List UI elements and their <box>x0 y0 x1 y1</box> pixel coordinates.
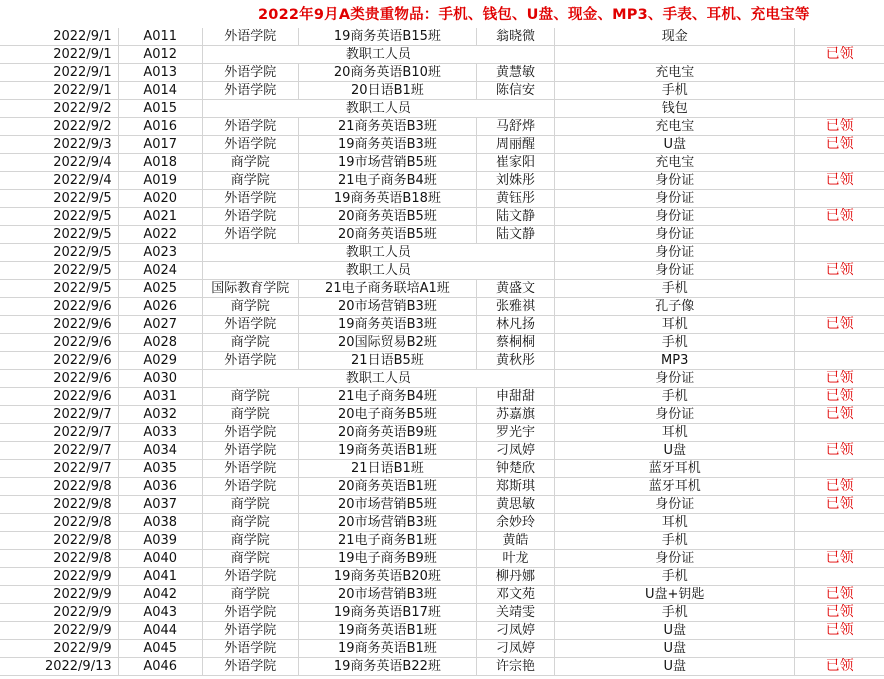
cell-school[interactable]: 商学院 <box>202 298 298 316</box>
cell-item[interactable]: 身份证 <box>555 208 795 226</box>
cell-name[interactable]: 黄钰彤 <box>477 190 555 208</box>
cell-school[interactable]: 外语学院 <box>202 190 298 208</box>
cell-class[interactable]: 教职工人员 <box>202 100 554 118</box>
table-row <box>0 226 884 244</box>
cell-school[interactable]: 商学院 <box>202 388 298 406</box>
cell-name[interactable]: 罗光宇 <box>477 424 555 442</box>
cell-class[interactable]: 20市场营销B5班 <box>298 496 476 514</box>
cell-class[interactable]: 19电子商务B9班 <box>298 550 476 568</box>
table-row <box>0 136 884 154</box>
cell-status[interactable]: 已领 <box>795 118 884 136</box>
cell-id[interactable]: A012 <box>118 46 202 64</box>
cell-status[interactable]: 已领 <box>795 172 884 190</box>
cell-date[interactable]: 2022/9/2 <box>0 118 118 136</box>
cell-status[interactable]: 已领 <box>795 478 884 496</box>
cell-school[interactable]: 商学院 <box>202 586 298 604</box>
cell-date[interactable]: 2022/9/7 <box>0 406 118 424</box>
cell-name[interactable]: 刁凤婷 <box>477 640 555 658</box>
cell-name[interactable]: 马舒烨 <box>477 118 555 136</box>
cell-id[interactable]: A028 <box>118 334 202 352</box>
table-row <box>0 46 884 64</box>
cell-date[interactable]: 2022/9/6 <box>0 352 118 370</box>
cell-school[interactable]: 商学院 <box>202 514 298 532</box>
cell-item[interactable]: 手机 <box>555 334 795 352</box>
cell-name[interactable]: 刁凤婷 <box>477 622 555 640</box>
cell-id[interactable]: A013 <box>118 64 202 82</box>
cell-class[interactable]: 21日语B5班 <box>298 352 476 370</box>
table-row <box>0 28 884 46</box>
cell-date[interactable]: 2022/9/6 <box>0 334 118 352</box>
cell-item[interactable]: U盘 <box>555 658 795 676</box>
cell-school[interactable]: 外语学院 <box>202 28 298 46</box>
cell-class[interactable]: 21商务英语B3班 <box>298 118 476 136</box>
cell-class[interactable]: 21电子商务B1班 <box>298 532 476 550</box>
cell-date[interactable]: 2022/9/1 <box>0 28 118 46</box>
cell-status[interactable]: 已领 <box>795 136 884 154</box>
cell-class[interactable]: 20商务英语B1班 <box>298 478 476 496</box>
cell-id[interactable]: A033 <box>118 424 202 442</box>
cell-id[interactable]: A026 <box>118 298 202 316</box>
cell-status[interactable] <box>795 280 884 298</box>
cell-item[interactable]: 充电宝 <box>555 64 795 82</box>
cell-school[interactable]: 外语学院 <box>202 352 298 370</box>
cell-item[interactable]: 耳机 <box>555 424 795 442</box>
cell-name[interactable]: 钟楚欣 <box>477 460 555 478</box>
cell-class[interactable]: 教职工人员 <box>202 370 554 388</box>
cell-date[interactable]: 2022/9/8 <box>0 532 118 550</box>
cell-id[interactable]: A039 <box>118 532 202 550</box>
table-row <box>0 406 884 424</box>
cell-class[interactable]: 教职工人员 <box>202 244 554 262</box>
table-row <box>0 244 884 262</box>
cell-date[interactable]: 2022/9/9 <box>0 604 118 622</box>
cell-name[interactable]: 刁凤婷 <box>477 442 555 460</box>
cell-school[interactable]: 商学院 <box>202 334 298 352</box>
cell-name[interactable]: 翁晓微 <box>477 28 555 46</box>
table-row <box>0 388 884 406</box>
cell-date[interactable]: 2022/9/8 <box>0 514 118 532</box>
cell-item[interactable]: 蓝牙耳机 <box>555 460 795 478</box>
cell-item[interactable]: 手机 <box>555 280 795 298</box>
cell-class[interactable]: 20市场营销B3班 <box>298 586 476 604</box>
cell-id[interactable]: A024 <box>118 262 202 280</box>
cell-status[interactable] <box>795 352 884 370</box>
cell-school[interactable]: 商学院 <box>202 154 298 172</box>
cell-item[interactable]: U盘 <box>555 622 795 640</box>
cell-status[interactable]: 已领 <box>795 370 884 388</box>
table-row <box>0 586 884 604</box>
cell-item[interactable]: U盘 <box>555 136 795 154</box>
cell-name[interactable]: 黄慧敏 <box>477 64 555 82</box>
cell-name[interactable]: 刘姝彤 <box>477 172 555 190</box>
cell-item[interactable]: 身份证 <box>555 550 795 568</box>
cell-item[interactable]: 现金 <box>555 28 795 46</box>
cell-item[interactable]: 钱包 <box>555 100 795 118</box>
cell-date[interactable]: 2022/9/6 <box>0 370 118 388</box>
cell-school[interactable]: 国际教育学院 <box>202 280 298 298</box>
cell-name[interactable]: 黄皓 <box>477 532 555 550</box>
cell-item[interactable]: 耳机 <box>555 514 795 532</box>
cell-id[interactable]: A037 <box>118 496 202 514</box>
table-row <box>0 604 884 622</box>
table-row <box>0 640 884 658</box>
cell-date[interactable]: 2022/9/3 <box>0 136 118 154</box>
cell-date[interactable]: 2022/9/2 <box>0 100 118 118</box>
cell-date[interactable]: 2022/9/5 <box>0 244 118 262</box>
table-row <box>0 424 884 442</box>
cell-id[interactable]: A015 <box>118 100 202 118</box>
cell-name[interactable]: 陈信安 <box>477 82 555 100</box>
cell-class[interactable]: 19商务英语B3班 <box>298 316 476 334</box>
cell-status[interactable]: 已领 <box>795 622 884 640</box>
lost-items-table <box>0 28 884 676</box>
cell-status[interactable]: 已领 <box>795 586 884 604</box>
table-row <box>0 82 884 100</box>
cell-class[interactable]: 20商务英语B9班 <box>298 424 476 442</box>
cell-item[interactable]: 身份证 <box>555 190 795 208</box>
cell-class[interactable]: 19商务英语B22班 <box>298 658 476 676</box>
table-row <box>0 352 884 370</box>
cell-id[interactable]: A038 <box>118 514 202 532</box>
cell-item[interactable]: U盘 <box>555 442 795 460</box>
cell-status[interactable] <box>795 190 884 208</box>
cell-date[interactable]: 2022/9/6 <box>0 298 118 316</box>
table-row <box>0 568 884 586</box>
cell-id[interactable]: A027 <box>118 316 202 334</box>
table-row <box>0 532 884 550</box>
cell-class[interactable]: 20市场营销B3班 <box>298 514 476 532</box>
cell-id[interactable]: A017 <box>118 136 202 154</box>
table-row <box>0 208 884 226</box>
cell-status[interactable] <box>795 514 884 532</box>
cell-status[interactable] <box>795 298 884 316</box>
cell-school[interactable]: 外语学院 <box>202 640 298 658</box>
cell-school[interactable]: 商学院 <box>202 172 298 190</box>
table-row <box>0 550 884 568</box>
cell-school[interactable]: 商学院 <box>202 550 298 568</box>
table-row <box>0 460 884 478</box>
cell-school[interactable]: 外语学院 <box>202 226 298 244</box>
table-row <box>0 118 884 136</box>
cell-id[interactable]: A019 <box>118 172 202 190</box>
cell-name[interactable]: 邓文苑 <box>477 586 555 604</box>
cell-item[interactable]: 手机 <box>555 82 795 100</box>
cell-date[interactable]: 2022/9/9 <box>0 640 118 658</box>
table-row <box>0 316 884 334</box>
cell-id[interactable]: A044 <box>118 622 202 640</box>
cell-name[interactable]: 蔡桐桐 <box>477 334 555 352</box>
cell-school[interactable]: 商学院 <box>202 406 298 424</box>
table-row <box>0 64 884 82</box>
cell-name[interactable]: 黄思敏 <box>477 496 555 514</box>
cell-id[interactable]: A032 <box>118 406 202 424</box>
cell-school[interactable]: 外语学院 <box>202 82 298 100</box>
cell-item[interactable]: 身份证 <box>555 262 795 280</box>
cell-status[interactable]: 已领 <box>795 406 884 424</box>
cell-status[interactable]: 已领 <box>795 388 884 406</box>
cell-status[interactable] <box>795 100 884 118</box>
cell-name[interactable]: 陆文静 <box>477 208 555 226</box>
cell-id[interactable]: A041 <box>118 568 202 586</box>
cell-class[interactable]: 教职工人员 <box>202 262 554 280</box>
cell-status[interactable]: 已领 <box>795 208 884 226</box>
table-row <box>0 298 884 316</box>
cell-id[interactable]: A020 <box>118 190 202 208</box>
cell-status[interactable]: 已领 <box>795 46 884 64</box>
cell-class[interactable]: 19市场营销B5班 <box>298 154 476 172</box>
cell-id[interactable]: A042 <box>118 586 202 604</box>
cell-class[interactable]: 教职工人员 <box>202 46 554 64</box>
cell-date[interactable]: 2022/9/1 <box>0 82 118 100</box>
cell-date[interactable]: 2022/9/8 <box>0 478 118 496</box>
table-row <box>0 190 884 208</box>
cell-name[interactable]: 黄盛文 <box>477 280 555 298</box>
cell-school[interactable]: 外语学院 <box>202 118 298 136</box>
cell-name[interactable]: 陆文静 <box>477 226 555 244</box>
cell-status[interactable] <box>795 640 884 658</box>
cell-date[interactable]: 2022/9/6 <box>0 316 118 334</box>
cell-item[interactable]: 手机 <box>555 532 795 550</box>
cell-status[interactable] <box>795 460 884 478</box>
cell-class[interactable]: 21电子商务B4班 <box>298 172 476 190</box>
cell-status[interactable] <box>795 334 884 352</box>
cell-item[interactable]: 手机 <box>555 568 795 586</box>
cell-name[interactable]: 黄秋彤 <box>477 352 555 370</box>
cell-class[interactable]: 20日语B1班 <box>298 82 476 100</box>
cell-school[interactable]: 商学院 <box>202 496 298 514</box>
table-row <box>0 280 884 298</box>
cell-status[interactable]: 已领 <box>795 496 884 514</box>
cell-class[interactable]: 21电子商务B4班 <box>298 388 476 406</box>
cell-id[interactable]: A030 <box>118 370 202 388</box>
cell-class[interactable]: 20电子商务B5班 <box>298 406 476 424</box>
cell-status[interactable] <box>795 424 884 442</box>
table-row <box>0 478 884 496</box>
cell-item[interactable]: 耳机 <box>555 316 795 334</box>
cell-date[interactable]: 2022/9/9 <box>0 586 118 604</box>
cell-item[interactable]: 充电宝 <box>555 154 795 172</box>
cell-class[interactable]: 20市场营销B3班 <box>298 298 476 316</box>
cell-item[interactable]: 身份证 <box>555 496 795 514</box>
table-row <box>0 442 884 460</box>
cell-school[interactable]: 外语学院 <box>202 64 298 82</box>
cell-item[interactable]: 身份证 <box>555 244 795 262</box>
cell-id[interactable]: A040 <box>118 550 202 568</box>
cell-status[interactable] <box>795 226 884 244</box>
cell-status[interactable] <box>795 568 884 586</box>
cell-class[interactable]: 21日语B1班 <box>298 460 476 478</box>
cell-status[interactable]: 已领 <box>795 262 884 280</box>
cell-class[interactable]: 20商务英语B10班 <box>298 64 476 82</box>
cell-school[interactable]: 外语学院 <box>202 136 298 154</box>
cell-date[interactable]: 2022/9/5 <box>0 226 118 244</box>
cell-item[interactable]: U盘 <box>555 640 795 658</box>
cell-id[interactable]: A016 <box>118 118 202 136</box>
cell-date[interactable]: 2022/9/13 <box>0 658 118 676</box>
cell-date[interactable]: 2022/9/1 <box>0 64 118 82</box>
cell-name[interactable]: 关靖雯 <box>477 604 555 622</box>
cell-class[interactable]: 20国际贸易B2班 <box>298 334 476 352</box>
cell-item[interactable]: 蓝牙耳机 <box>555 478 795 496</box>
cell-status[interactable] <box>795 532 884 550</box>
cell-name[interactable]: 柳丹娜 <box>477 568 555 586</box>
cell-date[interactable]: 2022/9/7 <box>0 424 118 442</box>
cell-id[interactable]: A023 <box>118 244 202 262</box>
cell-school[interactable]: 外语学院 <box>202 208 298 226</box>
cell-date[interactable]: 2022/9/8 <box>0 550 118 568</box>
cell-status[interactable]: 已领 <box>795 442 884 460</box>
cell-id[interactable]: A045 <box>118 640 202 658</box>
cell-id[interactable]: A022 <box>118 226 202 244</box>
cell-name[interactable]: 周丽醒 <box>477 136 555 154</box>
cell-item[interactable]: 身份证 <box>555 172 795 190</box>
cell-id[interactable]: A046 <box>118 658 202 676</box>
table-row <box>0 496 884 514</box>
cell-class[interactable]: 19商务英语B15班 <box>298 28 476 46</box>
cell-item[interactable]: 身份证 <box>555 370 795 388</box>
cell-item[interactable] <box>555 46 795 64</box>
table-row <box>0 262 884 280</box>
cell-id[interactable]: A031 <box>118 388 202 406</box>
cell-status[interactable] <box>795 154 884 172</box>
cell-item[interactable]: 身份证 <box>555 226 795 244</box>
cell-class[interactable]: 19商务英语B1班 <box>298 442 476 460</box>
cell-name[interactable]: 余妙玲 <box>477 514 555 532</box>
cell-date[interactable]: 2022/9/8 <box>0 496 118 514</box>
cell-class[interactable]: 19商务英语B20班 <box>298 568 476 586</box>
cell-class[interactable]: 19商务英语B3班 <box>298 136 476 154</box>
cell-school[interactable]: 外语学院 <box>202 424 298 442</box>
cell-date[interactable]: 2022/9/4 <box>0 172 118 190</box>
cell-class[interactable]: 20商务英语B5班 <box>298 226 476 244</box>
cell-item[interactable]: 手机 <box>555 388 795 406</box>
table-row <box>0 514 884 532</box>
cell-date[interactable]: 2022/9/1 <box>0 46 118 64</box>
table-row <box>0 370 884 388</box>
cell-id[interactable]: A043 <box>118 604 202 622</box>
cell-id[interactable]: A014 <box>118 82 202 100</box>
cell-date[interactable]: 2022/9/7 <box>0 460 118 478</box>
table-body <box>0 28 884 676</box>
cell-class[interactable]: 19商务英语B1班 <box>298 640 476 658</box>
cell-name[interactable]: 林凡扬 <box>477 316 555 334</box>
cell-name[interactable]: 申甜甜 <box>477 388 555 406</box>
cell-name[interactable]: 张雅祺 <box>477 298 555 316</box>
cell-class[interactable]: 19商务英语B17班 <box>298 604 476 622</box>
cell-id[interactable]: A034 <box>118 442 202 460</box>
table-row <box>0 658 884 676</box>
cell-id[interactable]: A036 <box>118 478 202 496</box>
cell-item[interactable]: MP3 <box>555 352 795 370</box>
cell-date[interactable]: 2022/9/5 <box>0 190 118 208</box>
cell-name[interactable]: 叶龙 <box>477 550 555 568</box>
cell-item[interactable]: 孔子像 <box>555 298 795 316</box>
table-row <box>0 622 884 640</box>
cell-date[interactable]: 2022/9/9 <box>0 568 118 586</box>
cell-class[interactable]: 19商务英语B18班 <box>298 190 476 208</box>
cell-id[interactable]: A029 <box>118 352 202 370</box>
cell-item[interactable]: U盘+钥匙 <box>555 586 795 604</box>
cell-school[interactable]: 外语学院 <box>202 316 298 334</box>
cell-status[interactable] <box>795 82 884 100</box>
cell-status[interactable] <box>795 28 884 46</box>
cell-id[interactable]: A021 <box>118 208 202 226</box>
cell-status[interactable]: 已领 <box>795 658 884 676</box>
cell-school[interactable]: 外语学院 <box>202 568 298 586</box>
sheet-title: 2022年9月A类贵重物品：手机、钱包、U盘、现金、MP3、手表、耳机、充电宝等 <box>258 7 810 23</box>
cell-class[interactable]: 20商务英语B5班 <box>298 208 476 226</box>
cell-name[interactable]: 许宗艳 <box>477 658 555 676</box>
cell-item[interactable]: 身份证 <box>555 406 795 424</box>
cell-id[interactable]: A011 <box>118 28 202 46</box>
table-row <box>0 334 884 352</box>
cell-date[interactable]: 2022/9/5 <box>0 208 118 226</box>
cell-school[interactable]: 商学院 <box>202 532 298 550</box>
cell-id[interactable]: A035 <box>118 460 202 478</box>
cell-school[interactable]: 外语学院 <box>202 460 298 478</box>
cell-date[interactable]: 2022/9/9 <box>0 622 118 640</box>
cell-status[interactable]: 已领 <box>795 316 884 334</box>
cell-date[interactable]: 2022/9/5 <box>0 262 118 280</box>
cell-date[interactable]: 2022/9/5 <box>0 280 118 298</box>
cell-date[interactable]: 2022/9/6 <box>0 388 118 406</box>
cell-school[interactable]: 外语学院 <box>202 442 298 460</box>
cell-status[interactable]: 已领 <box>795 550 884 568</box>
cell-id[interactable]: A025 <box>118 280 202 298</box>
cell-name[interactable]: 郑斯琪 <box>477 478 555 496</box>
cell-status[interactable]: 已领 <box>795 604 884 622</box>
cell-school[interactable]: 外语学院 <box>202 478 298 496</box>
cell-item[interactable]: 手机 <box>555 604 795 622</box>
table-row <box>0 154 884 172</box>
cell-school[interactable]: 外语学院 <box>202 622 298 640</box>
cell-class[interactable]: 19商务英语B1班 <box>298 622 476 640</box>
cell-name[interactable]: 苏嘉旗 <box>477 406 555 424</box>
cell-status[interactable] <box>795 244 884 262</box>
cell-status[interactable] <box>795 64 884 82</box>
cell-class[interactable]: 21电子商务联培A1班 <box>298 280 476 298</box>
cell-name[interactable]: 崔家阳 <box>477 154 555 172</box>
cell-school[interactable]: 外语学院 <box>202 604 298 622</box>
cell-date[interactable]: 2022/9/4 <box>0 154 118 172</box>
table-row <box>0 100 884 118</box>
cell-date[interactable]: 2022/9/7 <box>0 442 118 460</box>
cell-school[interactable]: 外语学院 <box>202 658 298 676</box>
cell-item[interactable]: 充电宝 <box>555 118 795 136</box>
cell-id[interactable]: A018 <box>118 154 202 172</box>
table-row <box>0 172 884 190</box>
